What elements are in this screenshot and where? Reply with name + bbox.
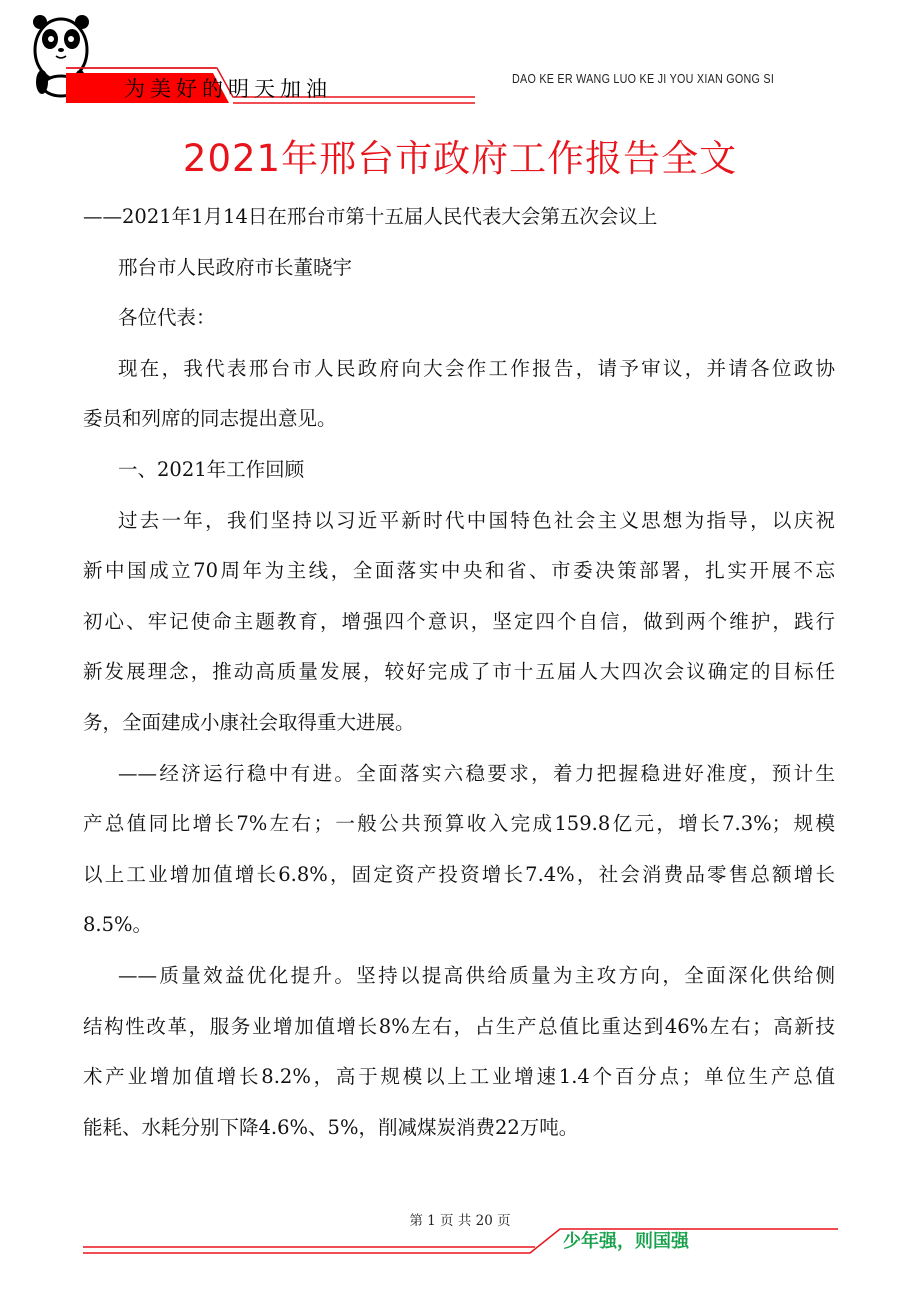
paragraph-line: 邢台市人民政府市长董晓宇: [118, 255, 353, 279]
page-number: 第 1 页 共 20 页: [409, 1213, 511, 1229]
paragraph-line: 各位代表：: [118, 306, 216, 330]
paragraph-line: 新发展理念，推动高质量发展，较好完成了市十五届人大四次会议确定的目标任: [83, 660, 835, 684]
paragraph-line: 务，全面建成小康社会取得重大进展。: [83, 710, 415, 734]
paragraph-line: ——经济运行稳中有进。全面落实六稳要求，着力把握稳进好准度，预计生: [118, 761, 835, 785]
footer-decoration: [0, 1215, 920, 1255]
footer-slogan: 少年强，则国强: [563, 1231, 689, 1252]
paragraph-line: 术产业增加值增长8.2%，高于规模以上工业增速1.4个百分点；单位生产总值: [83, 1065, 835, 1089]
paragraph-line: 8.5%。: [83, 913, 153, 937]
paragraph-line: 新中国成立70周年为主线，全面落实中央和省、市委决策部署，扎实开展不忘: [83, 559, 835, 583]
paragraph-line: 产总值同比增长7%左右；一般公共预算收入完成159.8亿元，增长7.3%；规模: [83, 812, 835, 836]
banner-slogan: 为美好的明天加油: [124, 77, 332, 101]
paragraph-line: 以上工业增加值增长6.8%，固定资产投资增长7.4%，社会消费品零售总额增长: [83, 862, 835, 886]
paragraph-line: 结构性改革，服务业增加值增长8%左右，占生产总值比重达到46%左右；高新技: [83, 1014, 835, 1038]
document-title: 2021年邢台市政府工作报告全文: [182, 137, 738, 180]
document-body: [83, 199, 835, 1160]
paragraph-line: 现在，我代表邢台市人民政府向大会作工作报告，请予审议，并请各位政协: [118, 356, 835, 380]
paragraph-line: 初心、牢记使命主题教育，增强四个意识，坚定四个自信，做到两个维护，践行: [83, 609, 835, 633]
paragraph-line: ——2021年1月14日在邢台市第十五届人民代表大会第五次会议上: [83, 205, 658, 228]
paragraph-line: 委员和列席的同志提出意见。: [83, 407, 337, 431]
paragraph-line: 过去一年，我们坚持以习近平新时代中国特色社会主义思想为指导，以庆祝: [118, 508, 835, 532]
paragraph-line: ——质量效益优化提升。坚持以提高供给质量为主攻方向，全面深化供给侧: [118, 963, 835, 987]
paragraph-line: 一、2021年工作回顾: [118, 457, 305, 481]
paragraph-line: 能耗、水耗分别下降4.6%、5%，削减煤炭消费22万吨。: [83, 1115, 579, 1139]
company-name: DAO KE ER WANG LUO KE JI YOU XIAN GONG SI: [512, 72, 775, 86]
